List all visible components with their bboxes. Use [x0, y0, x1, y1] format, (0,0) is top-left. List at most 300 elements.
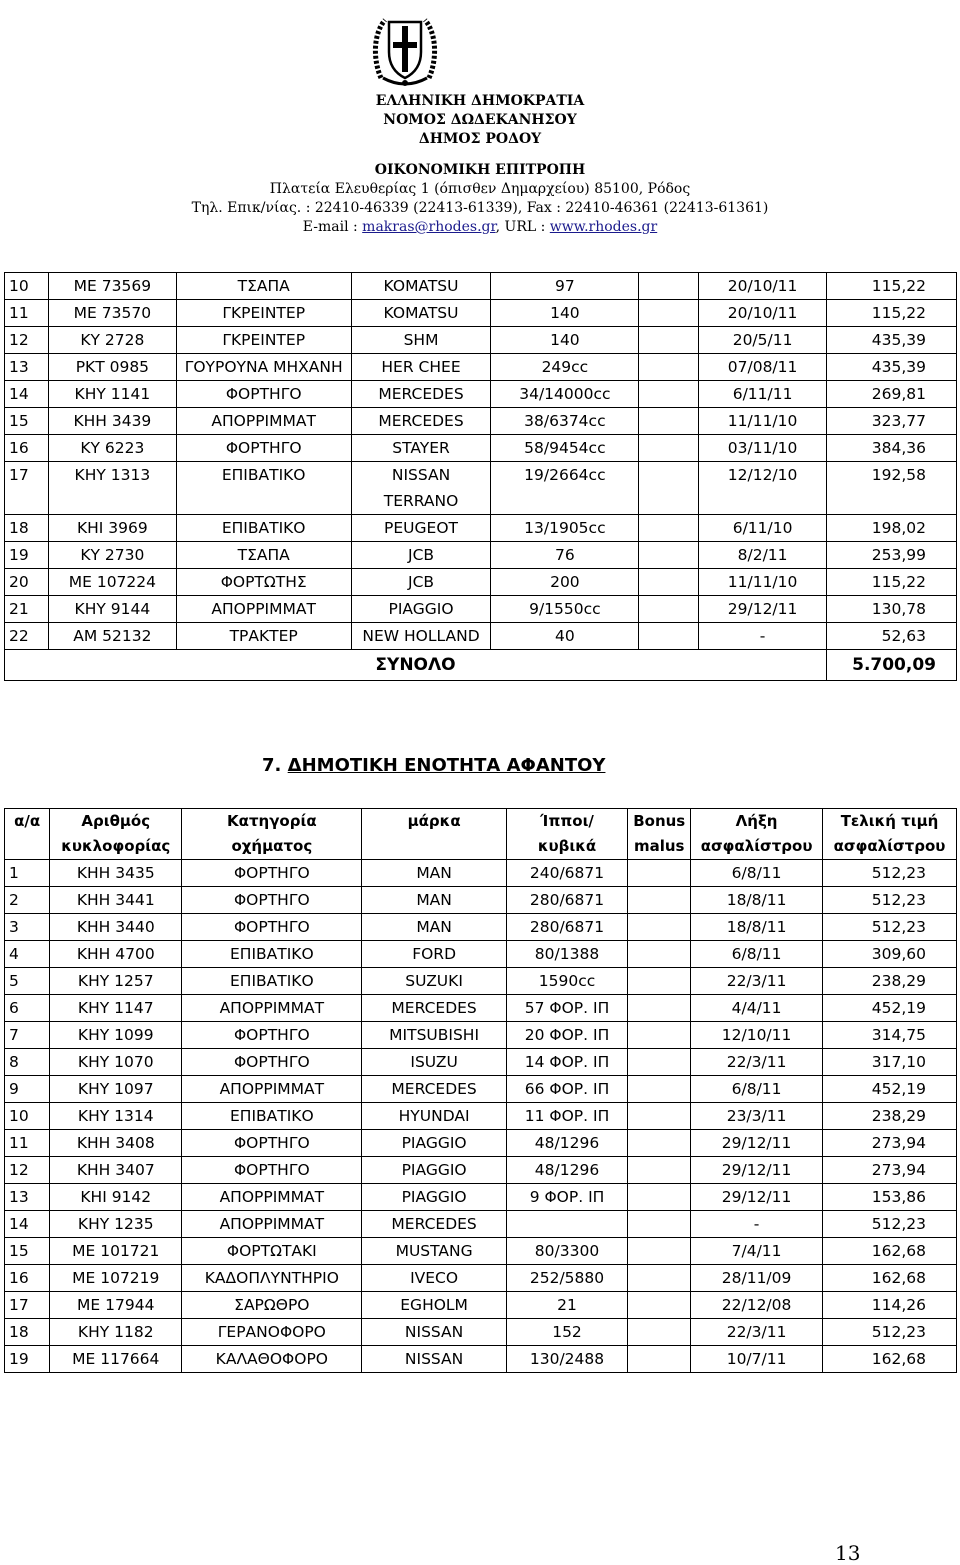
cell-price: 114,26	[823, 1292, 957, 1319]
cell-no: 16	[5, 435, 49, 462]
table-row	[5, 327, 957, 354]
cell-price: 115,22	[827, 569, 957, 596]
table-row	[5, 1103, 957, 1130]
cell-hp: 249cc	[491, 354, 639, 381]
cell-category: ΕΠΙΒΑΤΙΚΟ	[176, 462, 351, 515]
cell-category: ΦΟΡΤΗΓΟ	[176, 381, 351, 408]
phone-line: Τηλ. Επικ/νίας. : 22410-46339 (22413-61339), Fax : 22410-46361 (22413-61361)	[191, 200, 769, 216]
cell-category: ΓΚΡΕΙΝΤΕΡ	[176, 327, 351, 354]
cell-expiry: 6/8/11	[691, 1076, 823, 1103]
cell-hp: 280/6871	[506, 887, 628, 914]
cell-no: 15	[5, 1238, 50, 1265]
cell-plate: ΜΕ 107224	[48, 569, 176, 596]
cell-no: 7	[5, 1022, 50, 1049]
cell-bonus	[628, 1292, 691, 1319]
cell-brand: MERCEDES	[362, 1211, 506, 1238]
cell-price: 192,58	[827, 462, 957, 515]
cell-hp: 80/1388	[506, 941, 628, 968]
cell-blank	[639, 623, 699, 650]
cell-brand: ΜΑΝ	[362, 914, 506, 941]
cell-category: ΕΠΙΒΑΤΙΚΟ	[182, 968, 362, 995]
table-row	[5, 1319, 957, 1346]
cell-bonus	[628, 1265, 691, 1292]
total-value: 5.700,09	[827, 650, 957, 681]
cell-category: ΑΠΟΡΡΙΜΜΑΤ	[176, 408, 351, 435]
cell-no: 4	[5, 941, 50, 968]
cell-blank	[639, 435, 699, 462]
table-row	[5, 623, 957, 650]
cell-price: 512,23	[823, 914, 957, 941]
cell-price: 512,23	[823, 1211, 957, 1238]
republic-name: ΕΛΛΗΝΙΚΗ ΔΗΜΟΚΡΑΤΙΑ	[375, 93, 585, 109]
cell-expiry: 18/8/11	[691, 887, 823, 914]
cell-plate: ΜΕ 17944	[50, 1292, 182, 1319]
email-label: E-mail :	[302, 219, 363, 235]
table-row	[5, 300, 957, 327]
cell-bonus	[628, 887, 691, 914]
page-number: 13	[835, 1541, 861, 1565]
cell-expiry: 20/10/11	[699, 300, 827, 327]
cell-category: ΑΠΟΡΡΙΜΜΑΤ	[182, 995, 362, 1022]
cell-brand: MERCEDES	[362, 995, 506, 1022]
cell-blank	[639, 300, 699, 327]
cell-blank	[639, 462, 699, 515]
cell-hp: 1590cc	[506, 968, 628, 995]
table-row	[5, 435, 957, 462]
cell-price: 512,23	[823, 1319, 957, 1346]
cell-plate: ΚΗΥ 1313	[48, 462, 176, 515]
cell-brand: ISUZU	[362, 1049, 506, 1076]
cell-plate: ΚΗΗ 3407	[50, 1157, 182, 1184]
header-no: α/α	[5, 809, 50, 860]
cell-plate: ΚΗΗ 3441	[50, 887, 182, 914]
table-row	[5, 408, 957, 435]
cell-brand: SHM	[351, 327, 491, 354]
cell-price: 317,10	[823, 1049, 957, 1076]
cell-no: 14	[5, 1211, 50, 1238]
cell-hp: 21	[506, 1292, 628, 1319]
cell-bonus	[628, 941, 691, 968]
cell-no: 18	[5, 1319, 50, 1346]
header-hp: Ίπποι/ κυβικά	[506, 809, 628, 860]
cell-hp: 11 ΦΟΡ. ΙΠ	[506, 1103, 628, 1130]
cell-no: 16	[5, 1265, 50, 1292]
cell-brand: MITSUBISHI	[362, 1022, 506, 1049]
cell-price: 512,23	[823, 860, 957, 887]
cell-hp: 140	[491, 300, 639, 327]
table-row	[5, 968, 957, 995]
cell-brand: PIAGGIO	[351, 596, 491, 623]
cell-category: ΦΟΡΤΗΓΟ	[182, 1157, 362, 1184]
cell-plate: ΚΗΗ 3408	[50, 1130, 182, 1157]
cell-bonus	[628, 1346, 691, 1373]
cell-hp: 152	[506, 1319, 628, 1346]
cell-expiry: 6/8/11	[691, 941, 823, 968]
cell-brand: KOMATSU	[351, 273, 491, 300]
cell-brand: HER CHEE	[351, 354, 491, 381]
cell-category: ΓΕΡΑΝΟΦΟΡΟ	[182, 1319, 362, 1346]
cell-category: ΦΟΡΤΗΓΟ	[176, 435, 351, 462]
cell-expiry: 03/11/10	[699, 435, 827, 462]
cell-no: 17	[5, 462, 49, 515]
cell-no: 22	[5, 623, 49, 650]
table-row	[5, 860, 957, 887]
table-row	[5, 1130, 957, 1157]
cell-bonus	[628, 1238, 691, 1265]
cell-expiry: 29/12/11	[691, 1157, 823, 1184]
cell-bonus	[628, 1211, 691, 1238]
cell-hp: 38/6374cc	[491, 408, 639, 435]
cell-blank	[639, 354, 699, 381]
cell-blank	[639, 569, 699, 596]
cell-blank	[639, 273, 699, 300]
cell-category: ΦΟΡΤΗΓΟ	[182, 1049, 362, 1076]
cell-brand: JCB	[351, 569, 491, 596]
cell-bonus	[628, 914, 691, 941]
cell-price: 162,68	[823, 1346, 957, 1373]
cell-category: ΓΚΡΕΙΝΤΕΡ	[176, 300, 351, 327]
cell-category: ΦΟΡΤΗΓΟ	[182, 914, 362, 941]
cell-category: ΤΣΑΠΑ	[176, 273, 351, 300]
cell-hp: 9 ΦΟΡ. ΙΠ	[506, 1184, 628, 1211]
cell-expiry: 10/7/11	[691, 1346, 823, 1373]
cell-hp: 130/2488	[506, 1346, 628, 1373]
email-link[interactable]: makras@rhodes.gr	[362, 219, 496, 235]
cell-expiry: 29/12/11	[691, 1130, 823, 1157]
prefecture-name: ΝΟΜΟΣ ΔΩΔΕΚΑΝΗΣΟΥ	[383, 112, 577, 128]
cell-price: 452,19	[823, 995, 957, 1022]
cell-plate: ΚΗΥ 1257	[50, 968, 182, 995]
cell-no: 3	[5, 914, 50, 941]
contact-line	[140, 218, 820, 237]
cell-plate: ΚΗΗ 3440	[50, 914, 182, 941]
cell-brand: HYUNDAI	[362, 1103, 506, 1130]
cell-hp: 200	[491, 569, 639, 596]
cell-expiry: 12/10/11	[691, 1022, 823, 1049]
cell-plate: ΚΗΗ 4700	[50, 941, 182, 968]
cell-expiry: 6/11/10	[699, 515, 827, 542]
cell-price: 273,94	[823, 1130, 957, 1157]
cell-blank	[639, 381, 699, 408]
cell-price: 238,29	[823, 1103, 957, 1130]
cell-hp: 252/5880	[506, 1265, 628, 1292]
cell-bonus	[628, 968, 691, 995]
section-heading	[262, 755, 605, 776]
municipality-name: ΔΗΜΟΣ ΡΟΔΟΥ	[418, 131, 542, 147]
cell-category: ΓΟΥΡΟΥΝΑ ΜΗΧΑΝΗ	[176, 354, 351, 381]
cell-no: 13	[5, 1184, 50, 1211]
cell-blank	[639, 515, 699, 542]
table-row	[5, 1157, 957, 1184]
table-row	[5, 273, 957, 300]
table-row	[5, 596, 957, 623]
table-row	[5, 887, 957, 914]
cell-expiry: -	[691, 1211, 823, 1238]
cell-expiry: 22/3/11	[691, 968, 823, 995]
cell-expiry: 11/11/10	[699, 408, 827, 435]
cell-brand: ΜΑΝ	[362, 860, 506, 887]
cell-no: 18	[5, 515, 49, 542]
cell-plate: ΡΚΤ 0985	[48, 354, 176, 381]
cell-expiry: 6/8/11	[691, 860, 823, 887]
cell-bonus	[628, 995, 691, 1022]
cell-hp	[506, 1211, 628, 1238]
cell-plate: ΜΕ 117664	[50, 1346, 182, 1373]
cell-no: 14	[5, 381, 49, 408]
cell-category: ΦΟΡΤΗΓΟ	[182, 1022, 362, 1049]
cell-brand: IVECO	[362, 1265, 506, 1292]
cell-brand: PIAGGIO	[362, 1157, 506, 1184]
cell-price: 309,60	[823, 941, 957, 968]
cell-price: 115,22	[827, 273, 957, 300]
cell-no: 10	[5, 1103, 50, 1130]
header-expiry: Λήξη ασφαλίστρου	[691, 809, 823, 860]
cell-bonus	[628, 860, 691, 887]
cell-brand: PIAGGIO	[362, 1184, 506, 1211]
cell-no: 10	[5, 273, 49, 300]
cell-plate: ΚΗΙ 3969	[48, 515, 176, 542]
cell-price: 198,02	[827, 515, 957, 542]
cell-brand: ΜΑΝ	[362, 887, 506, 914]
cell-price: 452,19	[823, 1076, 957, 1103]
cell-plate: ΑΜ 52132	[48, 623, 176, 650]
cell-blank	[639, 408, 699, 435]
cell-hp: 97	[491, 273, 639, 300]
cell-expiry: 29/12/11	[699, 596, 827, 623]
cell-no: 19	[5, 1346, 50, 1373]
cell-price: 384,36	[827, 435, 957, 462]
cell-expiry: 28/11/09	[691, 1265, 823, 1292]
cell-price: 130,78	[827, 596, 957, 623]
header-brand: μάρκα	[362, 809, 506, 860]
cell-no: 6	[5, 995, 50, 1022]
cell-category: ΑΠΟΡΡΙΜΜΑΤ	[176, 596, 351, 623]
section-title: ΔΗΜΟΤΙΚΗ ΕΝΟΤΗΤΑ ΑΦΑΝΤΟΥ	[287, 755, 606, 776]
cell-brand: JCB	[351, 542, 491, 569]
header-category: Κατηγορία οχήματος	[182, 809, 362, 860]
cell-plate: ΚΗΥ 1182	[50, 1319, 182, 1346]
table-row	[5, 1049, 957, 1076]
cell-expiry: 8/2/11	[699, 542, 827, 569]
table-row	[5, 381, 957, 408]
afantou-vehicles-table	[4, 808, 957, 1373]
cell-hp: 34/14000cc	[491, 381, 639, 408]
table-row	[5, 1076, 957, 1103]
table-header-row	[5, 809, 957, 860]
cell-hp: 140	[491, 327, 639, 354]
cell-hp: 48/1296	[506, 1130, 628, 1157]
cell-category: ΚΑΛΑΘΟΦΟΡΟ	[182, 1346, 362, 1373]
table-row	[5, 1346, 957, 1373]
cell-bonus	[628, 1022, 691, 1049]
cell-expiry: 20/10/11	[699, 273, 827, 300]
cell-hp: 57 ΦΟΡ. ΙΠ	[506, 995, 628, 1022]
cell-price: 314,75	[823, 1022, 957, 1049]
cell-brand: MERCEDES	[351, 408, 491, 435]
cell-no: 11	[5, 1130, 50, 1157]
cell-expiry: 20/5/11	[699, 327, 827, 354]
header-price: Τελική τιμή ασφαλίστρου	[823, 809, 957, 860]
cell-no: 2	[5, 887, 50, 914]
cell-blank	[639, 596, 699, 623]
cell-expiry: 6/11/11	[699, 381, 827, 408]
cell-expiry: 07/08/11	[699, 354, 827, 381]
cell-expiry: 12/12/10	[699, 462, 827, 515]
table-row	[5, 515, 957, 542]
cell-category: ΕΠΙΒΑΤΙΚΟ	[176, 515, 351, 542]
cell-price: 253,99	[827, 542, 957, 569]
cell-no: 11	[5, 300, 49, 327]
cell-expiry: 11/11/10	[699, 569, 827, 596]
cell-no: 1	[5, 860, 50, 887]
coat-of-arms-emblem	[371, 4, 439, 90]
cell-plate: ΚΗΙ 9142	[50, 1184, 182, 1211]
cell-no: 17	[5, 1292, 50, 1319]
cell-category: ΑΠΟΡΡΙΜΜΑΤ	[182, 1184, 362, 1211]
cell-price: 162,68	[823, 1265, 957, 1292]
cell-brand: NEW HOLLAND	[351, 623, 491, 650]
cell-brand: MERCEDES	[351, 381, 491, 408]
cell-expiry: 29/12/11	[691, 1184, 823, 1211]
url-link[interactable]: www.rhodes.gr	[549, 219, 658, 235]
cell-category: ΣΑΡΩΘΡΟ	[182, 1292, 362, 1319]
cell-plate: ΜΕ 73570	[48, 300, 176, 327]
cell-no: 12	[5, 327, 49, 354]
cell-brand: NISSAN	[362, 1319, 506, 1346]
cell-expiry: 22/3/11	[691, 1319, 823, 1346]
cell-plate: ΚΗΥ 9144	[48, 596, 176, 623]
cell-hp: 280/6871	[506, 914, 628, 941]
cell-hp: 19/2664cc	[491, 462, 639, 515]
table-row	[5, 542, 957, 569]
total-label: ΣΥΝΟΛΟ	[5, 650, 827, 681]
cell-category: ΦΟΡΤΗΓΟ	[182, 1130, 362, 1157]
table-row	[5, 354, 957, 381]
address-line: Πλατεία Ελευθερίας 1 (όπισθεν Δημαρχείου) 85100, Ρόδος	[269, 181, 691, 197]
cell-hp: 14 ΦΟΡ. ΙΠ	[506, 1049, 628, 1076]
cell-price: 153,86	[823, 1184, 957, 1211]
cell-no: 8	[5, 1049, 50, 1076]
cell-expiry: 22/12/08	[691, 1292, 823, 1319]
cell-price: 238,29	[823, 968, 957, 995]
cell-no: 5	[5, 968, 50, 995]
cell-hp: 80/3300	[506, 1238, 628, 1265]
cell-plate: ΚΗΥ 1235	[50, 1211, 182, 1238]
cell-plate: ΚΗΗ 3435	[50, 860, 182, 887]
header-bonus: Bonus malus	[628, 809, 691, 860]
cell-category: ΦΟΡΤΩΤΑΚΙ	[182, 1238, 362, 1265]
cell-expiry: 22/3/11	[691, 1049, 823, 1076]
cell-no: 9	[5, 1076, 50, 1103]
cell-no: 13	[5, 354, 49, 381]
cell-no: 21	[5, 596, 49, 623]
cell-category: ΑΠΟΡΡΙΜΜΑΤ	[182, 1211, 362, 1238]
committee-name: ΟΙΚΟΝΟΜΙΚΗ ΕΠΙΤΡΟΠΗ	[374, 162, 586, 178]
cell-price: 435,39	[827, 354, 957, 381]
cell-plate: ΚΗΥ 1141	[48, 381, 176, 408]
cell-category: ΚΑΔΟΠΛΥΝΤΗΡΙΟ	[182, 1265, 362, 1292]
cell-category: ΤΡΑΚΤΕΡ	[176, 623, 351, 650]
cell-price: 512,23	[823, 887, 957, 914]
total-row	[5, 650, 957, 681]
cell-category: ΑΠΟΡΡΙΜΜΑΤ	[182, 1076, 362, 1103]
cell-expiry: 23/3/11	[691, 1103, 823, 1130]
cell-hp: 40	[491, 623, 639, 650]
cell-category: ΕΠΙΒΑΤΙΚΟ	[182, 941, 362, 968]
cell-brand: PEUGEOT	[351, 515, 491, 542]
table-row	[5, 914, 957, 941]
cell-blank	[639, 327, 699, 354]
cell-no: 15	[5, 408, 49, 435]
cell-brand: STAYER	[351, 435, 491, 462]
cell-bonus	[628, 1184, 691, 1211]
cell-no: 19	[5, 542, 49, 569]
cell-bonus	[628, 1076, 691, 1103]
table-row	[5, 1238, 957, 1265]
cell-category: ΦΟΡΤΩΤΗΣ	[176, 569, 351, 596]
table-row	[5, 995, 957, 1022]
table-row	[5, 462, 957, 515]
cell-category: ΦΟΡΤΗΓΟ	[182, 887, 362, 914]
cell-brand: NISSAN TERRANO	[351, 462, 491, 515]
cell-plate: ΜΕ 107219	[50, 1265, 182, 1292]
cell-hp: 13/1905cc	[491, 515, 639, 542]
cell-bonus	[628, 1319, 691, 1346]
cell-expiry: -	[699, 623, 827, 650]
cell-hp: 48/1296	[506, 1157, 628, 1184]
cell-bonus	[628, 1157, 691, 1184]
cell-no: 12	[5, 1157, 50, 1184]
letterhead	[140, 92, 820, 237]
cell-hp: 58/9454cc	[491, 435, 639, 462]
table-row	[5, 569, 957, 596]
cell-blank	[639, 542, 699, 569]
table-row	[5, 1184, 957, 1211]
cell-hp: 240/6871	[506, 860, 628, 887]
cell-plate: ΚΗΥ 1097	[50, 1076, 182, 1103]
cell-price: 435,39	[827, 327, 957, 354]
section-number: 7.	[262, 755, 282, 776]
cell-plate: ΜΕ 101721	[50, 1238, 182, 1265]
cell-brand: KOMATSU	[351, 300, 491, 327]
cell-hp: 66 ΦΟΡ. ΙΠ	[506, 1076, 628, 1103]
cell-expiry: 7/4/11	[691, 1238, 823, 1265]
cell-brand: NISSAN	[362, 1346, 506, 1373]
cell-plate: ΜΕ 73569	[48, 273, 176, 300]
cell-brand: EGHOLM	[362, 1292, 506, 1319]
cell-expiry: 18/8/11	[691, 914, 823, 941]
table-row	[5, 941, 957, 968]
cell-brand: SUZUKI	[362, 968, 506, 995]
cell-plate: ΚΥ 2728	[48, 327, 176, 354]
cell-plate: ΚΥ 2730	[48, 542, 176, 569]
cell-expiry: 4/4/11	[691, 995, 823, 1022]
cell-hp: 76	[491, 542, 639, 569]
cell-plate: ΚΗΥ 1099	[50, 1022, 182, 1049]
table-row	[5, 1292, 957, 1319]
cell-price: 52,63	[827, 623, 957, 650]
cell-plate: ΚΗΗ 3439	[48, 408, 176, 435]
cell-category: ΕΠΙΒΑΤΙΚΟ	[182, 1103, 362, 1130]
cell-plate: ΚΗΥ 1314	[50, 1103, 182, 1130]
cell-plate: ΚΗΥ 1147	[50, 995, 182, 1022]
cell-price: 115,22	[827, 300, 957, 327]
cell-plate: ΚΗΥ 1070	[50, 1049, 182, 1076]
cell-bonus	[628, 1103, 691, 1130]
cell-price: 273,94	[823, 1157, 957, 1184]
cell-price: 323,77	[827, 408, 957, 435]
url-label: , URL :	[495, 219, 550, 235]
